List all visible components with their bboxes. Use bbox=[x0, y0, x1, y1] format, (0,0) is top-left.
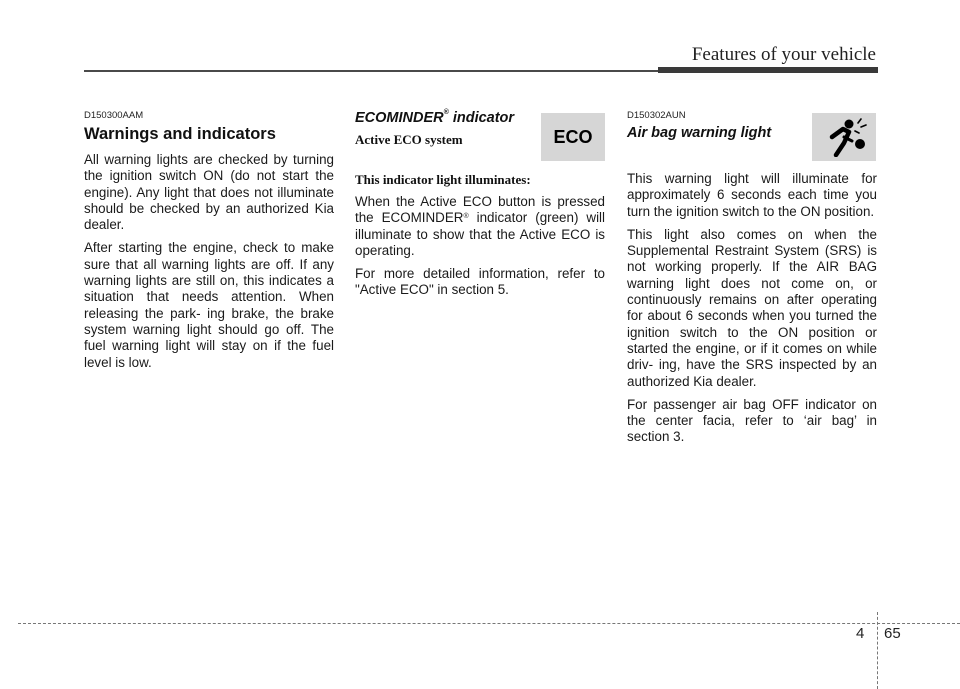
section-code: D150302AUN bbox=[627, 110, 686, 121]
eco-indicator-icon bbox=[541, 113, 605, 161]
registered-mark: ® bbox=[463, 213, 469, 221]
paragraph-part: indicator (green) will illuminate to show that the Active ECO is operating. bbox=[355, 210, 605, 258]
subheading-active-eco: Active ECO system bbox=[355, 132, 463, 147]
eco-icon-label: ECO bbox=[553, 126, 593, 147]
registered-mark: ® bbox=[443, 109, 449, 116]
paragraph: For more detailed information, refer to "Active ECO" in section 5. bbox=[355, 266, 605, 298]
section-heading: Warnings and indicators bbox=[84, 125, 276, 143]
page-number: 65 bbox=[884, 625, 901, 642]
paragraph bbox=[355, 194, 605, 259]
airbag-warning-icon bbox=[812, 113, 876, 161]
footer-divider bbox=[877, 612, 878, 689]
paragraph: This warning light will illuminate for approximately 6 seconds each time you turn the ignition switch to the ON position. bbox=[627, 171, 877, 219]
paragraph: All warning lights are checked by turning the ignition switch ON (do not start the engine). Any light that does not illuminate should be checked by an authorized Kia dealer. bbox=[84, 152, 334, 233]
paragraph-part: When the Active ECO button is pressed the ECOMINDER bbox=[355, 194, 605, 226]
paragraph: This light also comes on when the Supplemental Restraint System (SRS) is not working properly. If the AIR BAG warning light does not come on, or continuously remains on after operating for about 6 seconds when you turned the ignition switch to the ON position or started the engine, or if it comes on while driv- ing, have the SRS inspected by an authorized Kia dealer. bbox=[627, 226, 877, 389]
header-title: Features of your vehicle bbox=[691, 44, 876, 65]
heading-main: ECOMINDER bbox=[355, 110, 444, 126]
header-rule-thick bbox=[658, 67, 878, 73]
paragraph: After starting the engine, check to make sure that all warning lights are off. If any warning lights are still on, this indicates a situation that needs attention. When releasing the park- ing brake, the brake system warning light should go off. The fuel warning light will stay on if the fuel level is low. bbox=[84, 240, 334, 370]
section-heading: Air bag warning light bbox=[627, 125, 772, 141]
paragraph: For passenger air bag OFF indicator on the center facia, refer to ‘air bag’ in section 3. bbox=[627, 396, 877, 445]
column-airbag bbox=[627, 110, 877, 453]
section-code: D150300AAM bbox=[84, 110, 144, 121]
subheading-illuminates: This indicator light illuminates: bbox=[355, 172, 531, 187]
header-rule bbox=[84, 70, 658, 72]
footer-rule bbox=[18, 623, 960, 624]
column-warnings bbox=[84, 110, 334, 378]
heading-rest: indicator bbox=[448, 110, 515, 126]
airbag-warning-icon-glyph bbox=[819, 117, 869, 157]
chapter-number: 4 bbox=[856, 625, 865, 642]
